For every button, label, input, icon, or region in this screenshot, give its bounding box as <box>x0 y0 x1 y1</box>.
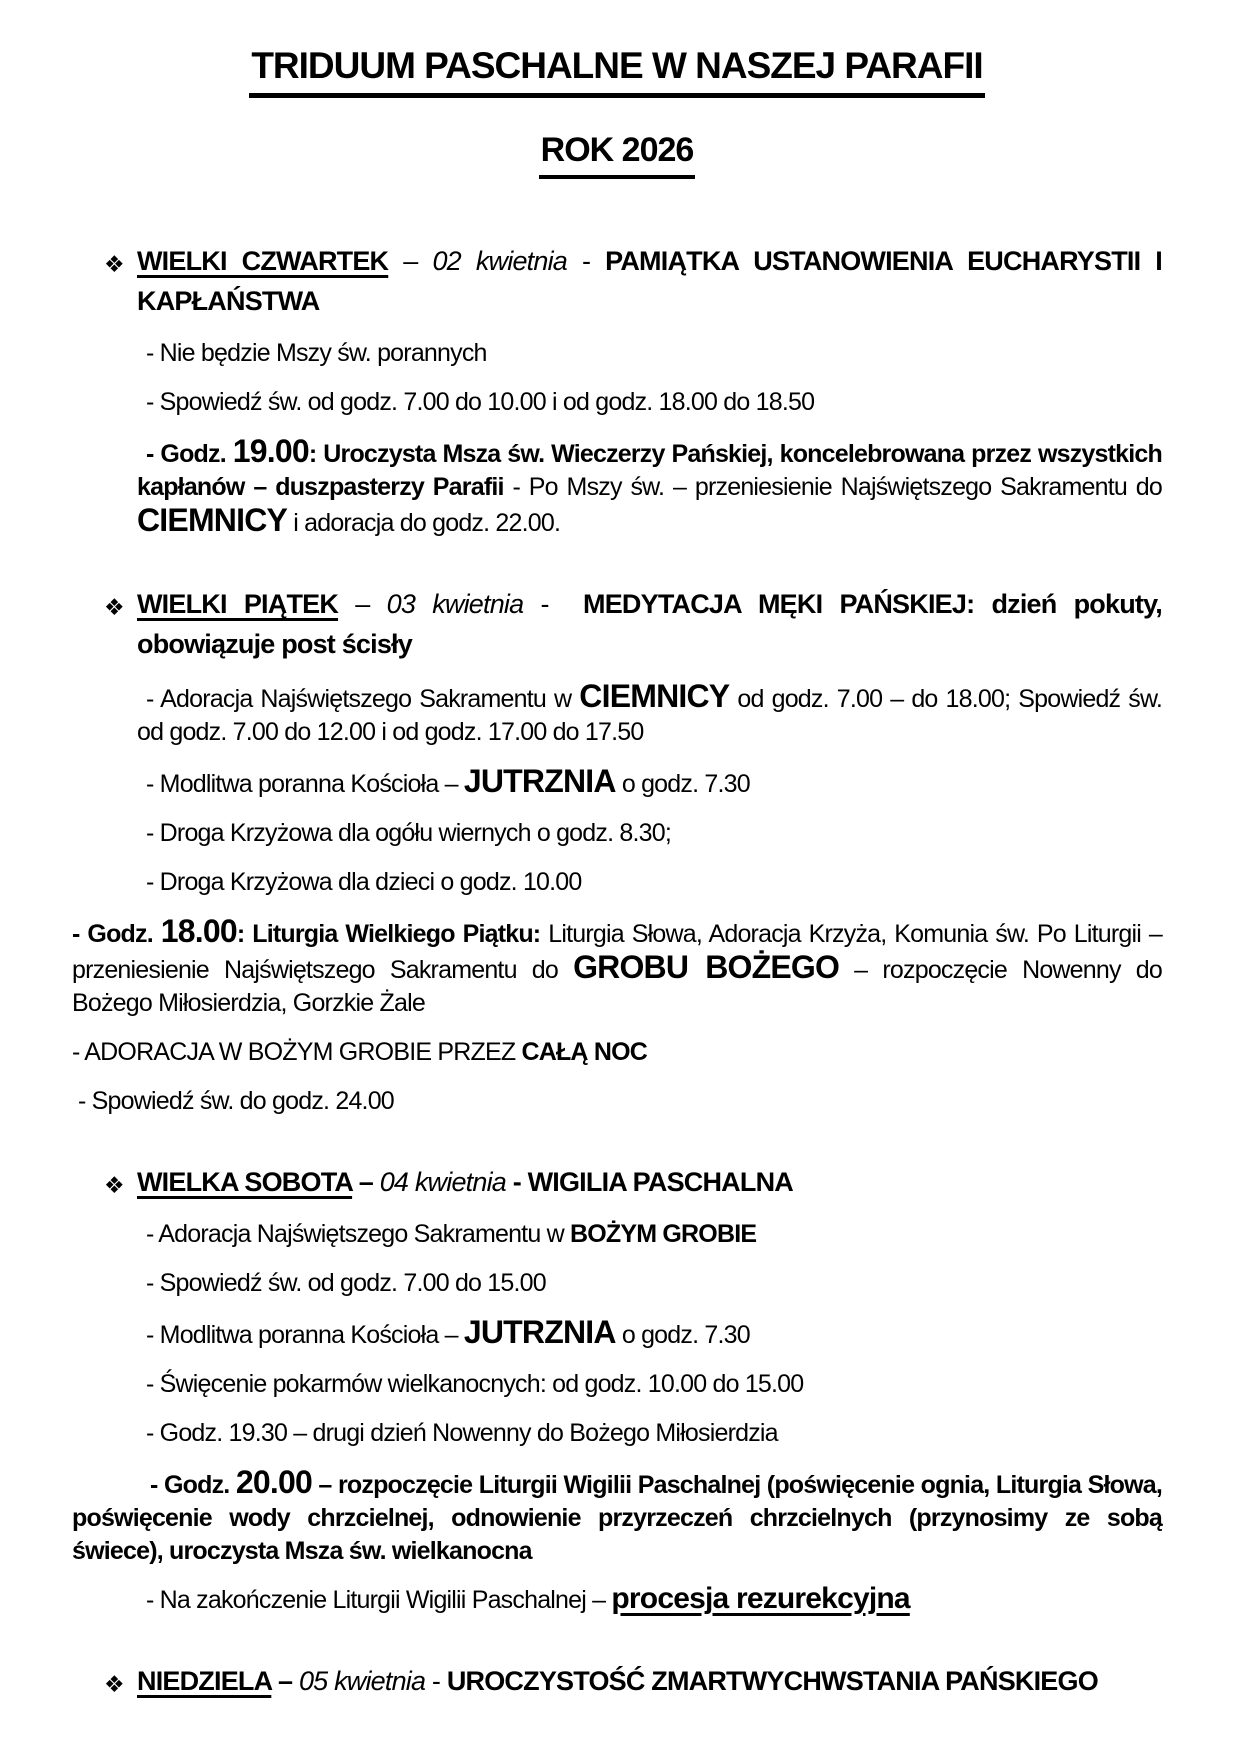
text-segment: – rozpoczęcie Liturgii Wigilii Paschalnej (poświęcenie ognia, Liturgia Słowa, poświęcenie wody chrzcielnej, odnowienie przyrzeczeń chrzcielnych (przynosimy ze sobą świece), uroczysta Msza św. wielkanocna <box>72 1471 1162 1566</box>
text-segment: CIEMNICY <box>579 678 730 715</box>
section-heading <box>104 1162 1162 1202</box>
schedule-line <box>137 386 1162 419</box>
section-heading <box>104 241 1162 321</box>
text-segment: MEDYTACJA MĘKI PAŃSKIEJ: dzień pokuty, obowiązuje post ścisły <box>137 589 1163 660</box>
text-segment: - Modlitwa poranna Kościoła – <box>146 770 464 799</box>
schedule-line <box>137 817 1162 850</box>
diamond-bullet-icon: ❖ <box>104 594 125 621</box>
text-segment: JUTRZNIA <box>463 763 616 800</box>
text-segment: - Nie będzie Mszy św. porannych <box>146 339 487 368</box>
schedule-line <box>137 1267 1162 1300</box>
text-segment: - Godz. <box>150 1471 236 1500</box>
schedule-line <box>137 337 1162 370</box>
text-segment: procesja rezurekcyjna <box>611 1582 910 1616</box>
text-segment: od godz. 7.00 – do 18.00; Spowiedź św. od godz. 7.00 do 12.00 i od godz. 17.00 do 17.50 <box>137 685 1162 747</box>
text-segment: – rozpoczęcie Nowenny do Bożego Miłosierdzia, Gorzkie Żale <box>72 956 1162 1018</box>
text-segment: – <box>388 246 433 277</box>
text-segment: - Spowiedź św. od godz. 7.00 do 15.00 <box>146 1269 546 1298</box>
schedule-line <box>72 915 1162 1020</box>
text-segment: - Spowiedź św. od godz. 7.00 do 10.00 i od godz. 18.00 do 18.50 <box>146 388 815 417</box>
schedule-line <box>137 1316 1162 1352</box>
text-segment: o godz. 7.30 <box>615 1321 750 1350</box>
text-segment: NIEDZIELA <box>137 1666 272 1697</box>
text-segment: WIELKA SOBOTA <box>137 1167 353 1198</box>
text-segment: 05 kwietnia <box>298 1666 426 1697</box>
text-segment: - Droga Krzyżowa dla dzieci o godz. 10.00 <box>146 868 582 897</box>
text-segment: 20.00 <box>235 1464 312 1501</box>
text-segment: - Spowiedź św. do godz. 24.00 <box>78 1087 394 1116</box>
text-segment: CIEMNICY <box>137 502 288 539</box>
text-segment: - WIGILIA PASCHALNA <box>506 1167 793 1198</box>
section-heading <box>104 584 1163 664</box>
text-segment: – <box>271 1666 299 1697</box>
text-segment: - <box>567 246 606 277</box>
text-segment: o godz. 7.30 <box>615 770 750 799</box>
text-segment: 19.00 <box>232 433 309 470</box>
text-segment: BOŻYM GROBIE <box>569 1220 757 1249</box>
text-segment: WIELKI PIĄTEK <box>137 589 339 620</box>
text-segment: - Godz. <box>72 920 161 949</box>
diamond-bullet-icon: ❖ <box>104 251 125 278</box>
text-segment: - Na zakończenie Liturgii Wigilii Paschalnej – <box>146 1586 612 1615</box>
text-segment: - Modlitwa poranna Kościoła – <box>146 1321 464 1350</box>
text-segment: : Uroczysta Msza św. Wieczerzy Pańskiej, koncelebrowana przez wszystkich kapłanów – duszpasterzy Parafii <box>137 440 1162 502</box>
text-segment: - Adoracja Najświętszego Sakramentu w <box>146 685 580 714</box>
page-subtitle: ROK 2026 <box>539 132 696 179</box>
text-segment: - Po Mszy św. – przeniesienie Najświętszego Sakramentu do <box>503 473 1162 502</box>
schedule-line <box>137 680 1162 749</box>
text-segment: PAMIĄTKA USTANOWIENIA EUCHARYSTII I KAPŁAŃSTWA <box>137 246 1162 317</box>
text-segment: - <box>425 1666 447 1697</box>
document-body <box>72 241 1162 1701</box>
schedule-line <box>72 1036 1162 1069</box>
text-segment: UROCZYSTOŚĆ ZMARTWYCHWSTANIA PAŃSKIEGO <box>446 1666 1098 1697</box>
text-segment: - Godz. <box>146 440 233 469</box>
text-segment: - <box>523 589 584 620</box>
schedule-line <box>137 1218 1162 1251</box>
text-segment: Liturgia Słowa, Adoracja Krzyża, Komunia św. Po Liturgii – przeniesienie Najświętszego Sakramentu do <box>72 920 1162 985</box>
diamond-bullet-icon: ❖ <box>104 1172 125 1199</box>
schedule-line <box>137 435 1162 540</box>
page-title: TRIDUUM PASCHALNE W NASZEJ PARAFII <box>249 46 984 98</box>
schedule-line <box>137 765 1162 801</box>
schedule-line <box>137 866 1162 899</box>
text-segment: - Adoracja Najświętszego Sakramentu w <box>146 1220 570 1249</box>
text-segment: JUTRZNIA <box>463 1314 616 1351</box>
text-segment: 02 kwietnia <box>432 246 567 277</box>
text-segment: - Święcenie pokarmów wielkanocnych: od godz. 10.00 do 15.00 <box>146 1370 804 1399</box>
text-segment: GROBU BOŻEGO <box>573 949 840 986</box>
text-segment: – <box>338 589 387 620</box>
schedule-line <box>72 1466 1162 1568</box>
text-segment: - Droga Krzyżowa dla ogółu wiernych o godz. 8.30; <box>146 819 671 848</box>
diamond-bullet-icon: ❖ <box>104 1671 125 1698</box>
schedule-line <box>137 1584 1162 1617</box>
text-segment: 04 kwietnia <box>379 1167 506 1198</box>
text-segment: - Godz. 19.30 – drugi dzień Nowenny do Bożego Miłosierdzia <box>146 1419 778 1448</box>
text-segment: – <box>352 1167 380 1198</box>
schedule-line <box>137 1417 1162 1450</box>
text-segment: 18.00 <box>160 913 237 950</box>
text-segment: i adoracja do godz. 22.00. <box>287 509 561 538</box>
text-segment: WIELKI CZWARTEK <box>137 246 389 277</box>
text-segment: 03 kwietnia <box>386 589 524 620</box>
text-segment: : Liturgia Wielkiego Piątku: <box>236 920 541 949</box>
schedule-line <box>78 1085 1162 1118</box>
section-heading <box>104 1661 1162 1701</box>
schedule-line <box>137 1368 1162 1401</box>
document-title-block <box>72 46 1162 179</box>
text-segment: CAŁĄ NOC <box>521 1038 647 1067</box>
text-segment: - ADORACJA W BOŻYM GROBIE PRZEZ <box>72 1038 522 1067</box>
